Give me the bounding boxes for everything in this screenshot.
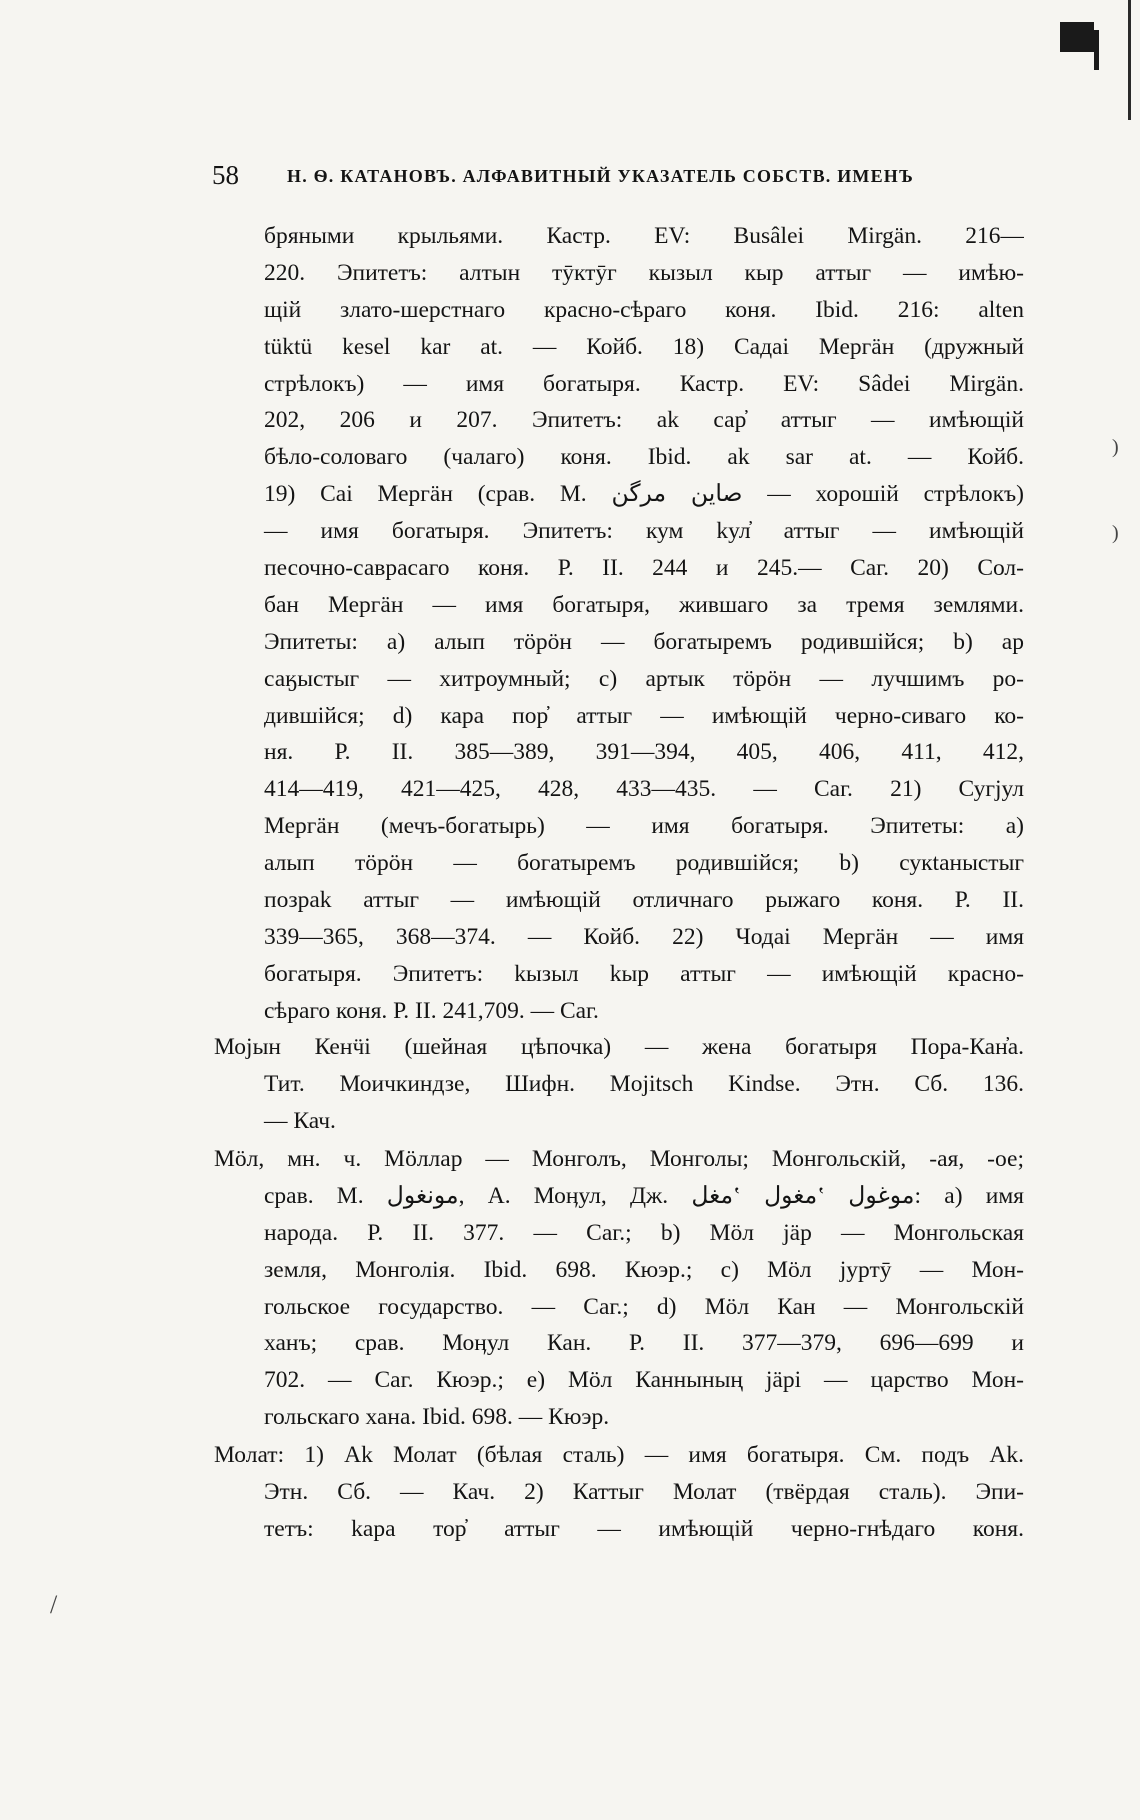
text-line: 339—365, 368—374. — Койб. 22) Чодаі Мергäн — имя bbox=[264, 923, 1024, 950]
text-line: саӄыстыг — хитроумный; c) артык тӧрӧн — лучшимъ ро- bbox=[264, 665, 1024, 692]
text-line: ня. Р. II. 385—389, 391—394, 405, 406, 411, 412, bbox=[264, 739, 1024, 766]
text-line: бѣло-соловаго (чалаго) коня. Ibid. ak sar at. — Койб. bbox=[264, 444, 1024, 471]
text-line: богатыря. Эпитетъ: kызыл kыр аттыг — имѣющій красно- bbox=[264, 960, 1024, 987]
entry-headword-line: Молат: 1) Ak Молат (бѣлая сталь) — имя богатыря. См. подъ Ak. bbox=[214, 1442, 1024, 1468]
text-line: песочно-саврасаго коня. Р. II. 244 и 245.— Саг. 20) Сол- bbox=[264, 555, 1024, 582]
page-header bbox=[212, 158, 1062, 198]
entry-mojyn-kenchi bbox=[214, 1029, 1024, 1140]
text-line: позраk аттыг — имѣющій отличнаго рыжаго коня. Р. II. bbox=[264, 887, 1024, 914]
text-line: стрѣлокъ) — имя богатыря. Кастр. EV: Sâdei Mirgän. bbox=[264, 370, 1024, 397]
text-line: 702. — Саг. Кюэр.; e) Мӧл Каннының јäрі — царство Мон- bbox=[264, 1367, 1024, 1394]
text-line: Тит. Моичкиндзе, Шифн. Mojitsch Kindse. Этн. Сб. 136. bbox=[264, 1070, 1024, 1097]
entry-headword-line: Мӧл, мн. ч. Мӧллар — Монголъ, Монголы; Монгольскій, -ая, -ое; bbox=[214, 1146, 1024, 1172]
text-line: бряными крыльями. Кастр. EV: Busâlei Mirgän. 216— bbox=[264, 223, 1024, 249]
entry-mol bbox=[214, 1141, 1024, 1436]
text-line: сѣраго коня. Р. II. 241,709. — Саг. bbox=[264, 997, 599, 1024]
text-line: 414—419, 421—425, 428, 433—435. — Саг. 21) Сугјул bbox=[264, 776, 1024, 803]
text-line: 19) Саі Мергäн (срав. М. ﺻﺎﻳﻦ ﻣﺮﮔﻦ — хорошій стрѣлокъ) bbox=[264, 481, 1024, 508]
text-line: Этн. Сб. — Кач. 2) Каттыг Молат (твёрдая сталь). Эпи- bbox=[264, 1478, 1024, 1505]
text-line: — имя богатыря. Эпитетъ: кум kул̓ аттыг — имѣющій bbox=[264, 518, 1024, 545]
text-line: — Кач. bbox=[264, 1107, 336, 1134]
text-line: 202, 206 и 207. Эпитетъ: ak сар̓ аттыг — имѣющій bbox=[264, 407, 1024, 434]
scan-corner-mark-tail bbox=[1094, 30, 1099, 70]
text-line: земля, Монголія. Ibid. 698. Кюэр.; c) Мӧл јуртӯ — Мон- bbox=[264, 1256, 1024, 1283]
text-line: гольскаго хана. Ibid. 698. — Кюэр. bbox=[264, 1404, 610, 1431]
text-line: ханъ; срав. Моӊул Кан. Р. II. 377—379, 696—699 и bbox=[264, 1330, 1024, 1357]
scan-edge-line bbox=[1128, 0, 1131, 120]
entry-molat bbox=[214, 1437, 1024, 1548]
text-line: гольское государство. — Саг.; d) Мӧл Кан — Монгольскій bbox=[264, 1293, 1024, 1320]
text-line: тетъ: kара тор̓ аттыг — имѣющій черно-гнѣдаго коня. bbox=[264, 1515, 1024, 1542]
text-line: алып тӧрӧн — богатыремъ родившійся; b) сукtаныстыг bbox=[264, 850, 1024, 877]
entry-continuation bbox=[214, 218, 1024, 1030]
page-number: 58 bbox=[212, 160, 239, 190]
text-line: Мергäн (мечъ-богатырь) — имя богатыря. Эпитеты: а) bbox=[264, 813, 1024, 840]
margin-mark: ) bbox=[1112, 522, 1119, 544]
entry-headword-line: Мојын Кенӵі (шейная цѣпочка) — жена богатыря Пора-Кан̓а. bbox=[214, 1034, 1024, 1060]
margin-mark: ) bbox=[1112, 436, 1119, 458]
text-line: щій злато-шерстнаго красно-сѣраго коня. Ibid. 216: alten bbox=[264, 296, 1024, 323]
text-line: 220. Эпитетъ: алтын тӯктӯг кызыл кыр аттыг — имѣю- bbox=[264, 259, 1024, 286]
margin-mark: / bbox=[50, 1590, 58, 1619]
text-line: народа. Р. II. 377. — Саг.; b) Мӧл јäр — Монгольская bbox=[264, 1219, 1024, 1246]
text-line: дившійся; d) кара пор̓ аттыг — имѣющій черно-сиваго ко- bbox=[264, 702, 1024, 729]
text-line: Эпитеты: a) алып тӧрӧн — богатыремъ родившійся; b) ар bbox=[264, 628, 1024, 655]
text-line: tüktü kesel kar at. — Койб. 18) Садаі Мергäн (дружный bbox=[264, 333, 1024, 360]
scan-corner-mark bbox=[1060, 22, 1094, 52]
text-line: бан Мергäн — имя богатыря, жившаго за тремя землями. bbox=[264, 591, 1024, 618]
running-head: Н. Ѳ. КАТАНОВЪ. АЛФАВИТНЫЙ УКАЗАТЕЛЬ СОБСТВ. ИМЕНЪ bbox=[287, 166, 914, 186]
text-line: срав. М. ﻣﻮﻧﻐﻮﻝ, А. Моӊул, Дж. ﻣﻮﻏﻮﻝ ‛ﻣﻐﻮﻝ ‛ﻣﻐﻞ: а) имя bbox=[264, 1182, 1024, 1209]
